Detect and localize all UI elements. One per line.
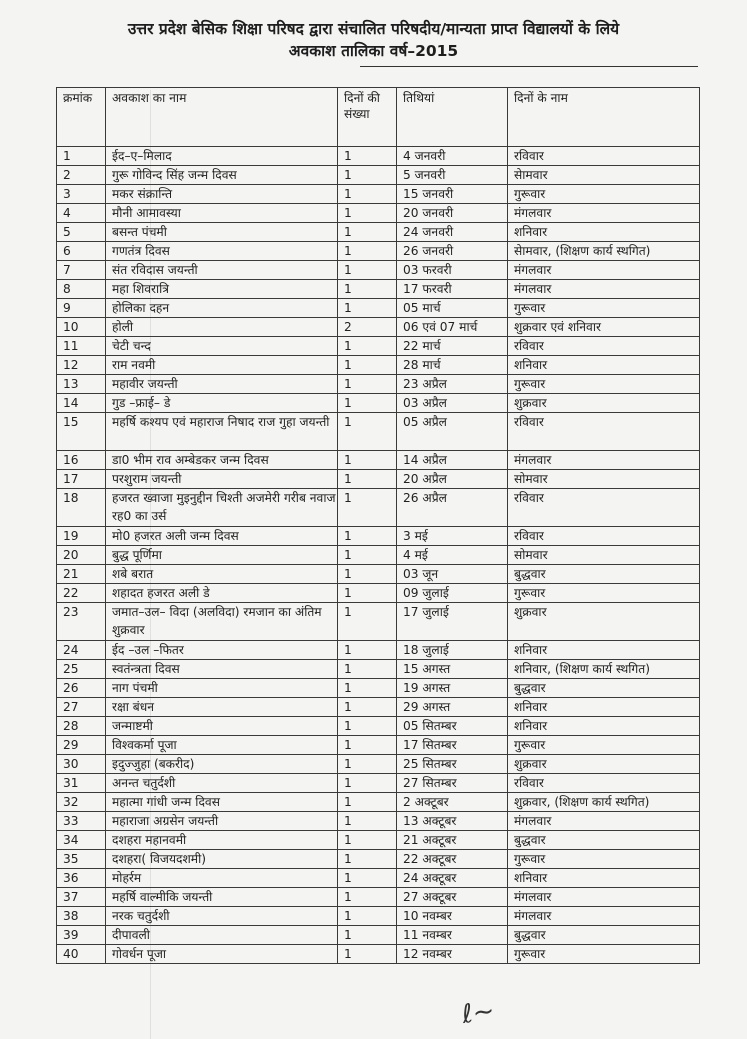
day-name-cell: सोमवार — [508, 546, 700, 565]
table-row — [57, 869, 700, 888]
table-row — [57, 603, 700, 641]
days-count-cell: 1 — [338, 375, 397, 394]
serial-cell: 38 — [57, 907, 106, 926]
serial-cell: 3 — [57, 185, 106, 204]
table-row — [57, 375, 700, 394]
day-name-cell: सेामवार — [508, 166, 700, 185]
holiday-name-cell: विश्वकर्मा पूजा — [106, 736, 338, 755]
date-cell: 05 मार्च — [397, 299, 508, 318]
table-row — [57, 565, 700, 584]
holiday-name-cell: संत रविदास जयन्ती — [106, 261, 338, 280]
serial-cell: 33 — [57, 812, 106, 831]
day-name-cell: रविवार — [508, 774, 700, 793]
date-cell: 12 नवम्बर — [397, 945, 508, 964]
days-count-cell: 1 — [338, 299, 397, 318]
day-name-cell: रविवार — [508, 489, 700, 527]
holiday-name-cell: महावीर जयन्ती — [106, 375, 338, 394]
day-name-cell: मंगलवार — [508, 204, 700, 223]
days-count-cell: 1 — [338, 945, 397, 964]
header-holiday-name: अवकाश का नाम — [106, 88, 338, 147]
table-row — [57, 945, 700, 964]
holiday-name-cell: नरक चतुर्दशी — [106, 907, 338, 926]
table-row — [57, 280, 700, 299]
days-count-cell: 1 — [338, 831, 397, 850]
table-row — [57, 489, 700, 527]
days-count-cell: 1 — [338, 223, 397, 242]
header-dates: तिथियां — [397, 88, 508, 147]
serial-cell: 2 — [57, 166, 106, 185]
holiday-name-cell: मो0 हजरत अली जन्म दिवस — [106, 527, 338, 546]
date-cell: 28 मार्च — [397, 356, 508, 375]
serial-cell: 23 — [57, 603, 106, 641]
table-row — [57, 660, 700, 679]
serial-cell: 5 — [57, 223, 106, 242]
table-row — [57, 299, 700, 318]
serial-cell: 8 — [57, 280, 106, 299]
table-row — [57, 413, 700, 451]
day-name-cell: शनिवार — [508, 869, 700, 888]
date-cell: 17 फरवरी — [397, 280, 508, 299]
table-row — [57, 318, 700, 337]
date-cell: 11 नवम्बर — [397, 926, 508, 945]
date-cell: 27 अक्टूबर — [397, 888, 508, 907]
date-cell: 10 नवम्बर — [397, 907, 508, 926]
holiday-name-cell: होली — [106, 318, 338, 337]
holiday-name-cell: अनन्त चतुर्दशी — [106, 774, 338, 793]
day-name-cell: मंगलवार — [508, 812, 700, 831]
header-serial: क्रमांक — [57, 88, 106, 147]
days-count-cell: 1 — [338, 166, 397, 185]
table-row — [57, 774, 700, 793]
days-count-cell: 1 — [338, 736, 397, 755]
table-row — [57, 679, 700, 698]
date-cell: 26 जनवरी — [397, 242, 508, 261]
days-count-cell: 1 — [338, 451, 397, 470]
holiday-name-cell: हजरत ख्वाजा मुइनुद्दीन चिश्ती अजमेरी गरीब नवाज रह0 का उर्स — [106, 489, 338, 527]
serial-cell: 16 — [57, 451, 106, 470]
table-row — [57, 584, 700, 603]
date-cell: 17 जुलाई — [397, 603, 508, 641]
serial-cell: 36 — [57, 869, 106, 888]
date-cell: 20 जनवरी — [397, 204, 508, 223]
day-name-cell: गुरूवार — [508, 945, 700, 964]
day-name-cell: गुरूवार — [508, 185, 700, 204]
table-row — [57, 926, 700, 945]
serial-cell: 40 — [57, 945, 106, 964]
table-row — [57, 166, 700, 185]
days-count-cell: 1 — [338, 204, 397, 223]
date-cell: 05 सितम्बर — [397, 717, 508, 736]
date-cell: 5 जनवरी — [397, 166, 508, 185]
title-line-1: उत्तर प्रदेश बेसिक शिक्षा परिषद द्वारा संचालित परिषदीय/मान्यता प्राप्त विद्यालयों के लिये — [127, 20, 620, 38]
date-cell: 26 अप्रैल — [397, 489, 508, 527]
serial-cell: 17 — [57, 470, 106, 489]
days-count-cell: 1 — [338, 679, 397, 698]
table-row — [57, 470, 700, 489]
day-name-cell: शुक्रवार — [508, 603, 700, 641]
table-row — [57, 850, 700, 869]
date-cell: 15 जनवरी — [397, 185, 508, 204]
days-count-cell: 1 — [338, 185, 397, 204]
date-cell: 03 जून — [397, 565, 508, 584]
serial-cell: 7 — [57, 261, 106, 280]
date-cell: 19 अगस्त — [397, 679, 508, 698]
holiday-name-cell: महा शिवरात्रि — [106, 280, 338, 299]
table-row — [57, 242, 700, 261]
holiday-name-cell: शहादत हजरत अली डे — [106, 584, 338, 603]
holiday-name-cell: दशहरा( विजयदशमी) — [106, 850, 338, 869]
date-cell: 03 अप्रैल — [397, 394, 508, 413]
day-name-cell: रविवार — [508, 147, 700, 166]
serial-cell: 4 — [57, 204, 106, 223]
document-title — [40, 18, 707, 62]
serial-cell: 22 — [57, 584, 106, 603]
serial-cell: 31 — [57, 774, 106, 793]
days-count-cell: 1 — [338, 527, 397, 546]
holiday-table — [56, 87, 700, 964]
day-name-cell: बुद्धवार — [508, 679, 700, 698]
holiday-name-cell: बुद्ध पूर्णिमा — [106, 546, 338, 565]
date-cell: 20 अप्रैल — [397, 470, 508, 489]
holiday-name-cell: नाग पंचमी — [106, 679, 338, 698]
holiday-name-cell: मकर संक्रान्ति — [106, 185, 338, 204]
day-name-cell: बुद्धवार — [508, 926, 700, 945]
date-cell: 06 एवं 07 मार्च — [397, 318, 508, 337]
day-name-cell: सेामवार, (शिक्षण कार्य स्थगित) — [508, 242, 700, 261]
date-cell: 24 जनवरी — [397, 223, 508, 242]
header-day-names: दिनों के नाम — [508, 88, 700, 147]
holiday-name-cell: मोहर्रम — [106, 869, 338, 888]
table-row — [57, 204, 700, 223]
holiday-name-cell: स्वतंन्त्रता दिवस — [106, 660, 338, 679]
holiday-name-cell: गुड –फ्राई– डे — [106, 394, 338, 413]
days-count-cell: 1 — [338, 793, 397, 812]
date-cell: 27 सितम्बर — [397, 774, 508, 793]
day-name-cell: बुद्धवार — [508, 831, 700, 850]
date-cell: 4 जनवरी — [397, 147, 508, 166]
table-row — [57, 356, 700, 375]
serial-cell: 28 — [57, 717, 106, 736]
date-cell: 18 जुलाई — [397, 641, 508, 660]
date-cell: 05 अप्रैल — [397, 413, 508, 451]
holiday-name-cell: दीपावली — [106, 926, 338, 945]
day-name-cell: शुक्रवार — [508, 755, 700, 774]
serial-cell: 25 — [57, 660, 106, 679]
serial-cell: 20 — [57, 546, 106, 565]
days-count-cell: 1 — [338, 584, 397, 603]
date-cell: 09 जुलाई — [397, 584, 508, 603]
day-name-cell: सोमवार — [508, 470, 700, 489]
days-count-cell: 1 — [338, 489, 397, 527]
holiday-table-body — [57, 147, 700, 964]
serial-cell: 26 — [57, 679, 106, 698]
days-count-cell: 1 — [338, 926, 397, 945]
date-cell: 4 मई — [397, 546, 508, 565]
table-row — [57, 698, 700, 717]
date-cell: 22 अक्टूबर — [397, 850, 508, 869]
days-count-cell: 1 — [338, 413, 397, 451]
days-count-cell: 1 — [338, 261, 397, 280]
days-count-cell: 1 — [338, 565, 397, 584]
day-name-cell: मंगलवार — [508, 907, 700, 926]
holiday-name-cell: महर्षि कश्यप एवं महाराज निषाद राज गुहा जयन्ती — [106, 413, 338, 451]
days-count-cell: 1 — [338, 755, 397, 774]
holiday-name-cell: जमात–उल– विदा (अलविदा) रमजान का अंतिम शुक्रवार — [106, 603, 338, 641]
days-count-cell: 1 — [338, 470, 397, 489]
serial-cell: 24 — [57, 641, 106, 660]
day-name-cell: मंगलवार — [508, 451, 700, 470]
header-days-count: दिनों की संख्या — [338, 88, 397, 147]
day-name-cell: गुरूवार — [508, 584, 700, 603]
holiday-name-cell: महाराजा अग्रसेन जयन्ती — [106, 812, 338, 831]
serial-cell: 29 — [57, 736, 106, 755]
day-name-cell: मंगलवार — [508, 261, 700, 280]
holiday-name-cell: राम नवमी — [106, 356, 338, 375]
holiday-name-cell: महर्षि वाल्मीकि जयन्ती — [106, 888, 338, 907]
holiday-name-cell: होलिका दहन — [106, 299, 338, 318]
day-name-cell: रविवार — [508, 527, 700, 546]
days-count-cell: 1 — [338, 907, 397, 926]
holiday-name-cell: ईद –उल –फितर — [106, 641, 338, 660]
day-name-cell: गुरूवार — [508, 375, 700, 394]
serial-cell: 1 — [57, 147, 106, 166]
table-row — [57, 261, 700, 280]
serial-cell: 18 — [57, 489, 106, 527]
days-count-cell: 1 — [338, 869, 397, 888]
serial-cell: 6 — [57, 242, 106, 261]
table-row — [57, 451, 700, 470]
days-count-cell: 1 — [338, 850, 397, 869]
holiday-name-cell: डा0 भीम राव अम्बेडकर जन्म दिवस — [106, 451, 338, 470]
table-row — [57, 147, 700, 166]
days-count-cell: 1 — [338, 280, 397, 299]
date-cell: 14 अप्रैल — [397, 451, 508, 470]
days-count-cell: 1 — [338, 356, 397, 375]
table-row — [57, 641, 700, 660]
table-row — [57, 907, 700, 926]
holiday-name-cell: गुरू गोविन्द सिंह जन्म दिवस — [106, 166, 338, 185]
date-cell: 03 फरवरी — [397, 261, 508, 280]
holiday-name-cell: चेटी चन्द — [106, 337, 338, 356]
serial-cell: 34 — [57, 831, 106, 850]
day-name-cell: शनिवार — [508, 223, 700, 242]
serial-cell: 15 — [57, 413, 106, 451]
table-row — [57, 185, 700, 204]
day-name-cell: शुक्रवार — [508, 394, 700, 413]
days-count-cell: 1 — [338, 641, 397, 660]
serial-cell: 12 — [57, 356, 106, 375]
holiday-name-cell: गणतंत्र दिवस — [106, 242, 338, 261]
holiday-name-cell: जन्माष्टमी — [106, 717, 338, 736]
date-cell: 13 अक्टूबर — [397, 812, 508, 831]
holiday-name-cell: गोवर्धन पूजा — [106, 945, 338, 964]
table-row — [57, 394, 700, 413]
days-count-cell: 1 — [338, 546, 397, 565]
table-row — [57, 546, 700, 565]
date-cell: 21 अक्टूबर — [397, 831, 508, 850]
date-cell: 2 अक्टूबर — [397, 793, 508, 812]
day-name-cell: गुरूवार — [508, 850, 700, 869]
day-name-cell: बुद्धवार — [508, 565, 700, 584]
date-cell: 29 अगस्त — [397, 698, 508, 717]
day-name-cell: मंगलवार — [508, 280, 700, 299]
serial-cell: 30 — [57, 755, 106, 774]
holiday-name-cell: मौनी आमावस्या — [106, 204, 338, 223]
days-count-cell: 1 — [338, 717, 397, 736]
holiday-name-cell: इदुज्जुहा (बकरीद) — [106, 755, 338, 774]
day-name-cell: शनिवार — [508, 698, 700, 717]
serial-cell: 9 — [57, 299, 106, 318]
day-name-cell: शुक्रवार, (शिक्षण कार्य स्थगित) — [508, 793, 700, 812]
table-header-row — [57, 88, 700, 147]
holiday-name-cell: महात्मा गांधी जन्म दिवस — [106, 793, 338, 812]
date-cell: 3 मई — [397, 527, 508, 546]
days-count-cell: 1 — [338, 147, 397, 166]
day-name-cell: शनिवार — [508, 356, 700, 375]
day-name-cell: रविवार — [508, 337, 700, 356]
serial-cell: 13 — [57, 375, 106, 394]
table-row — [57, 223, 700, 242]
days-count-cell: 1 — [338, 394, 397, 413]
holiday-name-cell: दशहरा महानवमी — [106, 831, 338, 850]
table-row — [57, 793, 700, 812]
holiday-name-cell: परशुराम जयन्ती — [106, 470, 338, 489]
serial-cell: 10 — [57, 318, 106, 337]
day-name-cell: गुरूवार — [508, 299, 700, 318]
holiday-name-cell: बसन्त पंचमी — [106, 223, 338, 242]
day-name-cell: शनिवार — [508, 717, 700, 736]
day-name-cell: गुरूवार — [508, 736, 700, 755]
day-name-cell: रविवार — [508, 413, 700, 451]
days-count-cell: 1 — [338, 660, 397, 679]
day-name-cell: शनिवार — [508, 641, 700, 660]
table-row — [57, 717, 700, 736]
holiday-name-cell: शबे बरात — [106, 565, 338, 584]
title-underline — [360, 66, 698, 67]
table-row — [57, 755, 700, 774]
serial-cell: 35 — [57, 850, 106, 869]
serial-cell: 39 — [57, 926, 106, 945]
table-row — [57, 527, 700, 546]
day-name-cell: मंगलवार — [508, 888, 700, 907]
serial-cell: 27 — [57, 698, 106, 717]
date-cell: 24 अक्टूबर — [397, 869, 508, 888]
serial-cell: 37 — [57, 888, 106, 907]
days-count-cell: 1 — [338, 337, 397, 356]
days-count-cell: 1 — [338, 812, 397, 831]
date-cell: 22 मार्च — [397, 337, 508, 356]
serial-cell: 19 — [57, 527, 106, 546]
days-count-cell: 2 — [338, 318, 397, 337]
day-name-cell: शुक्रवार एवं शनिवार — [508, 318, 700, 337]
serial-cell: 14 — [57, 394, 106, 413]
serial-cell: 21 — [57, 565, 106, 584]
date-cell: 23 अप्रैल — [397, 375, 508, 394]
table-row — [57, 831, 700, 850]
holiday-name-cell: ईद–ए–मिलाद — [106, 147, 338, 166]
days-count-cell: 1 — [338, 698, 397, 717]
serial-cell: 32 — [57, 793, 106, 812]
table-row — [57, 888, 700, 907]
date-cell: 25 सितम्बर — [397, 755, 508, 774]
days-count-cell: 1 — [338, 774, 397, 793]
days-count-cell: 1 — [338, 888, 397, 907]
table-row — [57, 736, 700, 755]
days-count-cell: 1 — [338, 242, 397, 261]
table-row — [57, 812, 700, 831]
serial-cell: 11 — [57, 337, 106, 356]
day-name-cell: शनिवार, (शिक्षण कार्य स्थगित) — [508, 660, 700, 679]
title-line-2: अवकाश तालिका वर्ष–2015 — [288, 42, 459, 60]
signature-mark: ℓ~ — [460, 995, 497, 1031]
date-cell: 17 सितम्बर — [397, 736, 508, 755]
holiday-name-cell: रक्षा बंधन — [106, 698, 338, 717]
table-row — [57, 337, 700, 356]
days-count-cell: 1 — [338, 603, 397, 641]
date-cell: 15 अगस्त — [397, 660, 508, 679]
